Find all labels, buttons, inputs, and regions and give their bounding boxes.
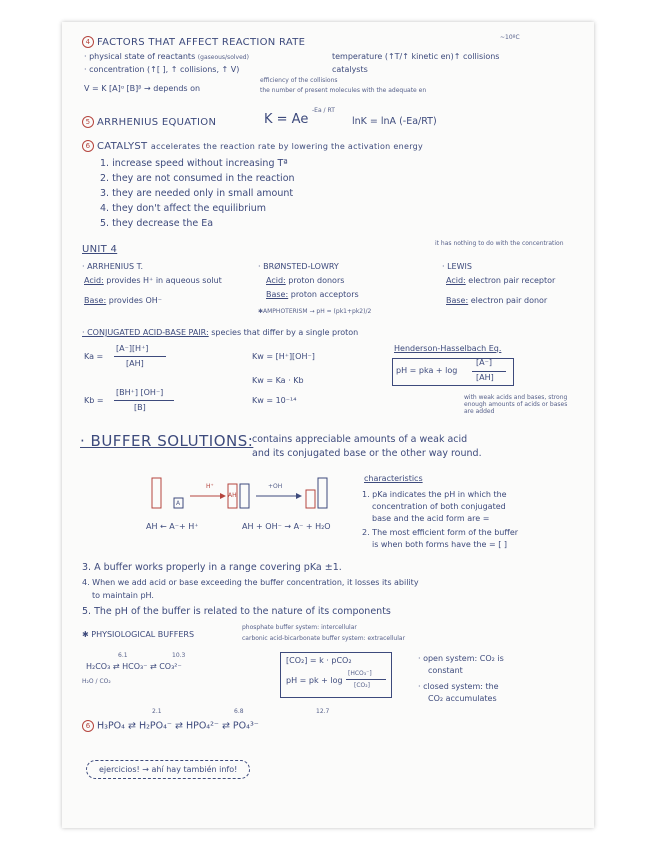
rate-equation: V = K [A]ᵅ [B]ᵝ → depends on [84, 84, 201, 93]
buffer-point-4: 4. When we add acid or base exceeding the buffer concentration, it losses its ability [82, 578, 419, 587]
catalyst-item: 2. they are not consumed in the reaction [100, 173, 295, 184]
carbonic-sub: H₂O / CO₂ [82, 678, 111, 685]
arrhenius-theory-title: · ARRHENIUS T. [82, 262, 144, 271]
phos-pk2: 6.8 [234, 708, 244, 715]
catalyst-item: 4. they don't affect the equilibrium [100, 203, 266, 214]
kw-value: Kw = 10⁻¹⁴ [252, 396, 297, 405]
kb-numerator: [BH⁺] [OH⁻] [116, 388, 164, 397]
catalyst-item: 3. they are needed only in small amount [100, 188, 294, 199]
factor-concentration: · concentration (↑[ ], ↑ collisions, ↑ V) [84, 65, 240, 74]
fraction-bar [114, 356, 166, 357]
temp-note: ~10ºC [500, 34, 520, 41]
factor-catalysts: catalysts [332, 65, 368, 74]
co2-numerator: [HCO₃⁻] [348, 670, 372, 677]
bronsted-base: Base: proton acceptors [266, 290, 359, 299]
conjugated-pair: · CONJUGATED ACID-BASE PAIR: species that differ by a single proton [82, 328, 359, 337]
fraction-bar [472, 371, 506, 372]
phos-pk1: 2.1 [152, 708, 162, 715]
buffer-point-4-cont: to maintain pH. [92, 591, 154, 600]
rate-branch-efficiency: efficiency of the collisions [260, 77, 338, 84]
characteristics-title: characteristics [364, 474, 423, 483]
buffer-diagram [148, 476, 348, 546]
factor-physical-state: · physical state of reactants (gaseous/solved) [84, 52, 249, 61]
carb-pk2: 10.3 [172, 652, 186, 659]
kw-definition: Kw = [H⁺][OH⁻] [252, 352, 315, 361]
unit-note: it has nothing to do with the concentration [435, 240, 564, 247]
co2-equation: [CO₂] = k · pCO₂ [286, 656, 352, 665]
ka-label: Ka = [84, 352, 104, 361]
buffer-reaction-base: AH + OH⁻ → A⁻ + H₂O [242, 522, 331, 531]
section-number-badge: 5 [82, 116, 94, 128]
open-system-cont: constant [428, 666, 463, 675]
open-system: · open system: CO₂ is [418, 654, 504, 663]
buffer-desc: contains appreciable amounts of a weak acid [252, 434, 468, 445]
catalyst-item: 5. they decrease the Ea [100, 218, 214, 229]
kb-denominator: [B] [134, 403, 146, 412]
characteristic-2-cont: is when both forms have the = [ ] [372, 540, 508, 549]
characteristic-1-cont: base and the acid form are = [372, 514, 490, 523]
kb-label: Kb = [84, 396, 104, 405]
catalyst-item: 1. increase speed without increasing Tª [100, 158, 288, 169]
unit-title: UNIT 4 [82, 244, 118, 255]
carbonic-equilibrium: H₂CO₃ ⇄ HCO₃⁻ ⇄ CO₃²⁻ [86, 662, 182, 671]
lewis-base: Base: electron pair donor [446, 296, 548, 305]
henderson-numerator: [A⁻] [476, 358, 492, 367]
buffer-desc: and its conjugated base or the other way round. [252, 448, 482, 459]
footer-note: ejercicios! → ahí hay también info! [86, 760, 250, 779]
section-6-header: 6 CATALYST accelerates the reaction rate by lowering the activation energy [82, 140, 423, 152]
amphoterism: ✱AMPHOTERISM → pH = (pk1+pk2)/2 [258, 308, 372, 315]
section-number-badge: 6 [82, 140, 94, 152]
arrhenius-base: Base: provides OH⁻ [84, 296, 163, 305]
closed-system-cont: CO₂ accumulates [428, 694, 497, 703]
buffer-point-5: 5. The pH of the buffer is related to the nature of its components [82, 606, 391, 617]
bronsted-title: · BRØNSTED-LOWRY [258, 262, 339, 271]
carbonic-branch: carbonic acid-bicarbonate buffer system: extracellular [242, 635, 406, 642]
ka-numerator: [A⁻][H⁺] [116, 344, 149, 353]
closed-system: · closed system: the [418, 682, 499, 691]
arrhenius-equation: K = Ae [264, 112, 309, 127]
co2-denominator: [CO₂] [354, 682, 370, 689]
diagram-h-label: H⁺ [206, 483, 214, 490]
characteristic-1: 1. pKa indicates the pH in which the [362, 490, 507, 499]
physiological-title: ✱ PHYSIOLOGICAL BUFFERS [82, 630, 195, 639]
bronsted-acid: Acid: proton donors [266, 276, 345, 285]
co2-ph-equation: pH = pk + log [286, 676, 343, 685]
phosphate-equilibrium: 6 H₃PO₄ ⇄ H₂PO₄⁻ ⇄ HPO₄²⁻ ⇄ PO₄³⁻ [82, 720, 259, 732]
henderson-title: Henderson-Hasselbach Eq. [394, 344, 502, 353]
section-5-header: 5 ARRHENIUS EQUATION [82, 116, 216, 128]
characteristic-2: 2. The most efficient form of the buffer [362, 528, 519, 537]
item-number-badge: 6 [82, 720, 94, 732]
phos-pk3: 12.7 [316, 708, 330, 715]
diagram-oh-label: +OH [268, 483, 283, 490]
buffer-title: · BUFFER SOLUTIONS: [80, 432, 254, 450]
section-number-badge: 4 [82, 36, 94, 48]
henderson-denominator: [AH] [476, 373, 494, 382]
ka-denominator: [AH] [126, 359, 144, 368]
diagram-ah-label: AH [228, 492, 237, 499]
lewis-title: · LEWIS [442, 262, 472, 271]
diagram-a-label: A [176, 500, 181, 507]
factor-temperature: temperature (↑T/↑ kinetic en)↑ collisions [332, 52, 500, 61]
carb-pk1: 6.1 [118, 652, 128, 659]
arrhenius-acid: Acid: provides H⁺ in aqueous solut [84, 276, 222, 285]
henderson-note: with weak acids and bases, strong enough amounts of acids or bases are added [464, 394, 568, 415]
buffer-point-3: 3. A buffer works properly in a range covering pKa ±1. [82, 562, 342, 573]
characteristic-1-cont: concentration of both conjugated [372, 502, 506, 511]
henderson-equation: pH = pka + log [396, 366, 458, 375]
arrhenius-log-form: lnK = lnA (-Ea/RT) [352, 116, 437, 127]
fraction-bar [346, 679, 386, 680]
notebook-page [62, 22, 594, 828]
lewis-acid: Acid: electron pair receptor [446, 276, 556, 285]
fraction-bar [114, 400, 174, 401]
phosphate-branch: phosphate buffer system: intercellular [242, 624, 357, 631]
kw-relation: Kw = Ka · Kb [252, 376, 304, 385]
buffer-reaction-acid: AH ← A⁻+ H⁺ [146, 522, 199, 531]
rate-branch-molecules: the number of present molecules with the adequate en [260, 87, 427, 94]
arrhenius-exponent: -Ea / RT [312, 107, 335, 114]
section-4-header: 4 FACTORS THAT AFFECT REACTION RATE [82, 36, 305, 48]
